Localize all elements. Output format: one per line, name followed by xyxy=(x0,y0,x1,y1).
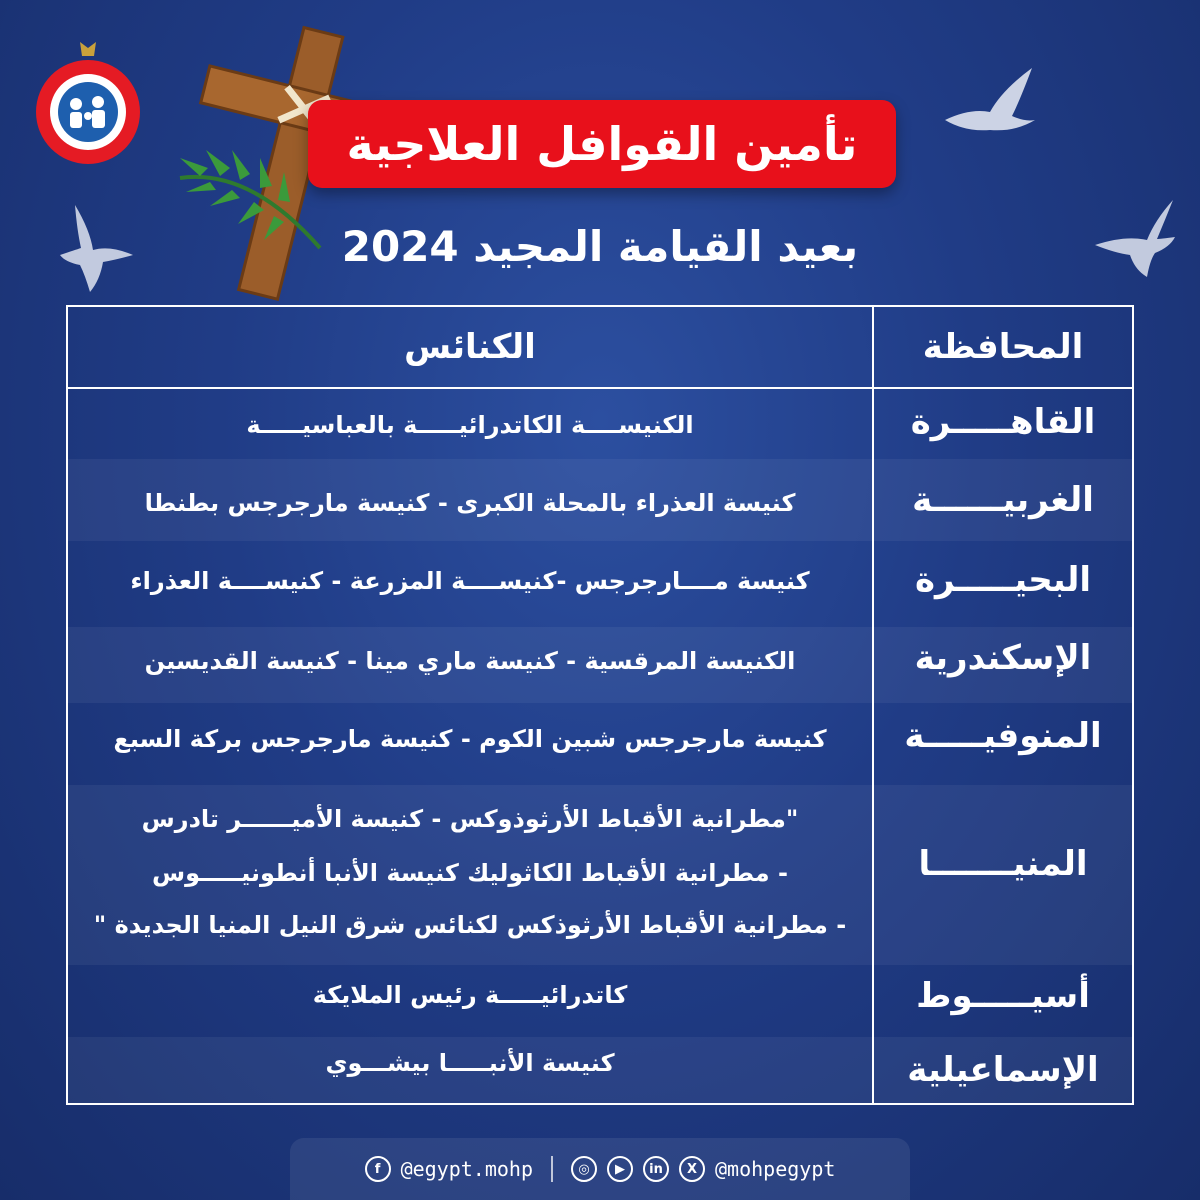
facebook-icon[interactable]: f xyxy=(365,1156,391,1182)
row-governorate: القاهـــــرة xyxy=(910,402,1096,442)
row-churches: الكنيسة المرقسية - كنيسة ماري مينا - كنيسة القديسين xyxy=(144,647,796,675)
row-churches: كنيسة مارجرجس شبين الكوم - كنيسة مارجرجس بركة السبع xyxy=(113,725,827,753)
row-governorate: الغربيــــــة xyxy=(912,480,1094,520)
youtube-icon[interactable]: ▶ xyxy=(607,1156,633,1182)
page-subtitle: بعيد القيامة المجيد 2024 xyxy=(341,222,859,271)
row-churches: - مطرانية الأقباط الكاثوليك كنيسة الأنبا أنطونيـــــوس xyxy=(152,859,788,887)
dove-icon xyxy=(1085,195,1180,280)
row-churches: - مطرانية الأقباط الأرثوذكس لكنائس شرق النيل المنيا الجديدة " xyxy=(93,911,847,939)
row-governorate: أسيـــــوط xyxy=(916,976,1090,1016)
instagram-icon[interactable]: ◎ xyxy=(571,1156,597,1182)
header-governorate: المحافظة xyxy=(922,327,1084,367)
row-governorate: المنيـــــــا xyxy=(918,844,1088,884)
social-handle[interactable]: @mohpegypt xyxy=(715,1157,836,1181)
row-governorate: الإسكندرية xyxy=(914,638,1092,678)
page-title: تأمين القوافل العلاجية xyxy=(346,117,858,171)
churches-table xyxy=(66,305,1134,1105)
dove-icon xyxy=(940,60,1040,140)
row-churches: الكنيســــة الكاتدرائيـــــة بالعباسيـــــة xyxy=(246,411,694,439)
title-banner xyxy=(308,100,896,188)
row-governorate: البحيـــــرة xyxy=(914,560,1091,600)
row-governorate: المنوفيـــــة xyxy=(904,716,1102,756)
row-churches: كنيسة مــــارجرجس -كنيســــة المزرعة - كنيســــة العذراء xyxy=(130,567,810,595)
footer-divider xyxy=(551,1156,553,1182)
ministry-logo xyxy=(32,38,144,168)
row-churches: "مطرانية الأقباط الأرثوذوكس - كنيسة الأميــــــر تادرس xyxy=(141,805,799,833)
x-icon[interactable]: X xyxy=(679,1156,705,1182)
dove-icon xyxy=(55,200,140,295)
row-churches: كاتدرائيـــــة رئيس الملايكة xyxy=(312,981,628,1009)
facebook-handle[interactable]: @egypt.mohp xyxy=(400,1157,534,1181)
row-churches: كنيسة الأنبـــــا بيشـــوي xyxy=(325,1049,615,1077)
header-churches: الكنائس xyxy=(404,327,536,367)
linkedin-icon[interactable]: in xyxy=(643,1156,669,1182)
header-divider xyxy=(68,387,1132,389)
row-churches: كنيسة العذراء بالمحلة الكبرى - كنيسة مارجرجس بطنطا xyxy=(144,489,796,517)
row-governorate: الإسماعيلية xyxy=(907,1050,1099,1090)
social-footer xyxy=(290,1138,910,1200)
